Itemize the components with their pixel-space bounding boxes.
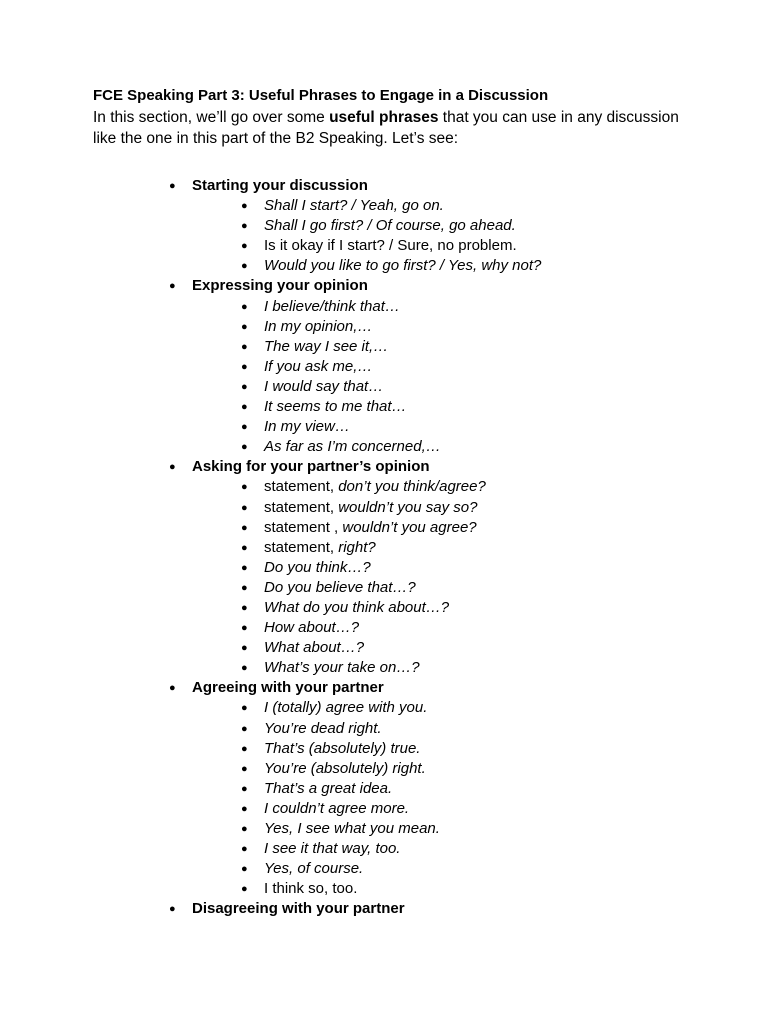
list-item	[0, 377, 768, 397]
list-item	[0, 799, 768, 819]
section-heading: Agreeing with your partner	[192, 679, 384, 697]
list-item-text	[264, 578, 416, 598]
bullet-icon: ●	[241, 722, 248, 735]
list-item	[0, 518, 768, 538]
list-item-italic: wouldn’t you say so?	[338, 498, 478, 516]
list-item-italic: If you ask me,…	[264, 357, 373, 375]
list-item-italic: What about…?	[264, 639, 365, 657]
list-item-text	[264, 256, 541, 276]
bullet-icon: ●	[241, 441, 248, 454]
list-item-italic: I believe/think that…	[264, 297, 400, 315]
bullet-icon: ●	[241, 320, 248, 333]
list-item-text	[264, 477, 486, 497]
section-heading: Asking for your partner’s opinion	[192, 458, 430, 476]
bullet-icon: ●	[169, 903, 176, 916]
bullet-icon: ●	[241, 843, 248, 856]
list-item	[0, 698, 768, 718]
intro-text-bold: useful phrases	[329, 109, 439, 126]
intro-paragraph	[93, 107, 693, 149]
bullet-icon: ●	[241, 662, 248, 675]
list-item-plain: statement,	[264, 478, 339, 496]
list-item-text	[264, 236, 517, 256]
list-item-text	[264, 839, 400, 859]
list-item-text	[264, 216, 516, 236]
list-item	[0, 658, 768, 678]
bullet-icon: ●	[241, 240, 248, 253]
bullet-icon: ●	[241, 220, 248, 233]
bullet-icon: ●	[241, 601, 248, 614]
list-item-italic: I couldn’t agree more.	[264, 799, 410, 817]
list-item	[0, 437, 768, 457]
list-item-text	[264, 518, 477, 538]
list-item-text	[264, 859, 363, 879]
list-item	[0, 879, 768, 899]
list-item	[0, 598, 768, 618]
bullet-icon: ●	[169, 180, 176, 192]
section-heading-row	[0, 457, 768, 477]
section-heading-row	[0, 899, 768, 919]
list-item-text	[264, 779, 392, 799]
list-item-italic: That’s a great idea.	[264, 779, 393, 797]
list-item-plain: Is it okay if I start? / Sure, no problem.	[264, 237, 517, 255]
list-item-text	[264, 437, 441, 457]
list-item	[0, 256, 768, 276]
list-item	[0, 216, 768, 236]
bullet-icon: ●	[241, 521, 248, 534]
list-item-italic: Yes, of course.	[264, 860, 364, 878]
list-item-italic: As far as I’m concerned,…	[264, 438, 441, 456]
list-item-text	[264, 698, 427, 718]
section-heading-row	[0, 276, 768, 296]
list-item-text	[264, 638, 364, 658]
intro-text-after: that you can use in any discussion like the one in this part of the B2 Speaking. Let’s see:	[93, 109, 679, 147]
list-item	[0, 779, 768, 799]
bullet-icon: ●	[241, 863, 248, 876]
list-item	[0, 558, 768, 578]
phrase-list	[0, 176, 768, 919]
list-item-text	[264, 317, 372, 337]
list-item	[0, 498, 768, 518]
list-item-italic: In my view…	[264, 418, 350, 436]
list-item	[0, 739, 768, 759]
list-item	[0, 819, 768, 839]
bullet-icon: ●	[169, 461, 176, 474]
bullet-icon: ●	[241, 782, 248, 795]
list-item	[0, 618, 768, 638]
list-item-italic: Shall I go first? / Of course, go ahead.	[264, 217, 516, 235]
list-item	[0, 538, 768, 558]
bullet-icon: ●	[241, 561, 248, 574]
list-item-italic: right?	[338, 538, 376, 556]
list-item-italic: What’s your take on…?	[264, 659, 420, 677]
section-heading-row	[0, 678, 768, 698]
list-item-plain: I think so, too.	[264, 880, 358, 898]
list-item	[0, 638, 768, 658]
intro-text-before: In this section, we’ll go over some	[93, 109, 330, 126]
bullet-icon: ●	[241, 501, 248, 514]
list-item-italic: You’re dead right.	[264, 719, 382, 737]
bullet-icon: ●	[241, 642, 248, 655]
list-item-italic: Would you like to go first? / Yes, why not?	[264, 257, 542, 275]
list-item	[0, 578, 768, 598]
bullet-icon: ●	[241, 742, 248, 755]
list-item-plain: statement ,	[264, 518, 343, 536]
section-heading: Expressing your opinion	[192, 277, 368, 295]
list-item-text	[264, 558, 371, 578]
list-item-italic: That’s (absolutely) true.	[264, 739, 421, 757]
list-item	[0, 357, 768, 377]
bullet-icon: ●	[241, 380, 248, 393]
list-item-italic: Shall I start? / Yeah, go on.	[264, 197, 444, 215]
list-item-text	[264, 196, 444, 216]
list-item-text	[264, 417, 350, 437]
bullet-icon: ●	[241, 802, 248, 815]
list-item	[0, 417, 768, 437]
list-item-text	[264, 819, 440, 839]
list-item-text	[264, 337, 388, 357]
bullet-icon: ●	[241, 300, 248, 313]
list-item-text	[264, 759, 426, 779]
list-item-text	[264, 799, 409, 819]
bullet-icon: ●	[241, 360, 248, 373]
list-item-italic: It seems to me that…	[264, 398, 407, 416]
bullet-icon: ●	[241, 401, 248, 414]
list-item-italic: The way I see it,…	[264, 337, 389, 355]
section-heading-row	[0, 176, 768, 196]
list-item	[0, 397, 768, 417]
bullet-icon: ●	[169, 280, 176, 293]
list-item	[0, 317, 768, 337]
list-item	[0, 196, 768, 216]
list-item-italic: Do you think…?	[264, 558, 371, 576]
list-item-italic: I (totally) agree with you.	[264, 699, 428, 717]
list-item-italic: wouldn’t you agree?	[342, 518, 477, 536]
list-item	[0, 337, 768, 357]
bullet-icon: ●	[241, 581, 248, 594]
section-heading: Starting your discussion	[192, 177, 368, 194]
list-item-text	[264, 498, 477, 518]
bullet-icon: ●	[241, 622, 248, 635]
bullet-icon: ●	[241, 823, 248, 835]
bullet-icon: ●	[241, 883, 248, 896]
list-item-text	[264, 719, 382, 739]
bullet-icon: ●	[169, 682, 176, 695]
list-item-text	[264, 658, 420, 678]
list-item-text	[264, 618, 359, 638]
list-item-italic: don’t you think/agree?	[338, 478, 486, 496]
page-title: FCE Speaking Part 3: Useful Phrases to Engage in a Discussion	[93, 87, 549, 104]
list-item-italic: What do you think about…?	[264, 598, 450, 616]
list-item	[0, 477, 768, 497]
list-item-italic: You’re (absolutely) right.	[264, 759, 426, 777]
list-item	[0, 236, 768, 256]
list-item	[0, 759, 768, 779]
bullet-icon: ●	[241, 702, 248, 715]
bullet-icon: ●	[241, 421, 248, 434]
bullet-icon: ●	[241, 762, 248, 775]
list-item-text	[264, 598, 449, 618]
bullet-icon: ●	[241, 481, 248, 494]
list-item-italic: Do you believe that…?	[264, 578, 416, 596]
list-item-text	[264, 377, 383, 397]
list-item-italic: In my opinion,…	[264, 317, 373, 335]
list-item-text	[264, 397, 407, 417]
bullet-icon: ●	[241, 260, 248, 273]
list-item-plain: statement,	[264, 498, 339, 516]
list-item-text	[264, 739, 420, 759]
bullet-icon: ●	[241, 541, 248, 554]
list-item	[0, 839, 768, 859]
list-item-text	[264, 879, 357, 899]
list-item-italic: Yes, I see what you mean.	[264, 820, 440, 837]
list-item-italic: I would say that…	[264, 377, 384, 395]
list-item-text	[264, 297, 400, 317]
list-item	[0, 719, 768, 739]
bullet-icon: ●	[241, 340, 248, 353]
list-item	[0, 859, 768, 879]
list-item-plain: statement,	[264, 538, 339, 556]
list-item-text	[264, 538, 376, 558]
list-item-italic: How about…?	[264, 619, 360, 637]
bullet-icon: ●	[241, 200, 248, 213]
section-heading: Disagreeing with your partner	[192, 900, 405, 918]
list-item-italic: I see it that way, too.	[264, 840, 401, 858]
list-item	[0, 297, 768, 317]
list-item-text	[264, 357, 372, 377]
